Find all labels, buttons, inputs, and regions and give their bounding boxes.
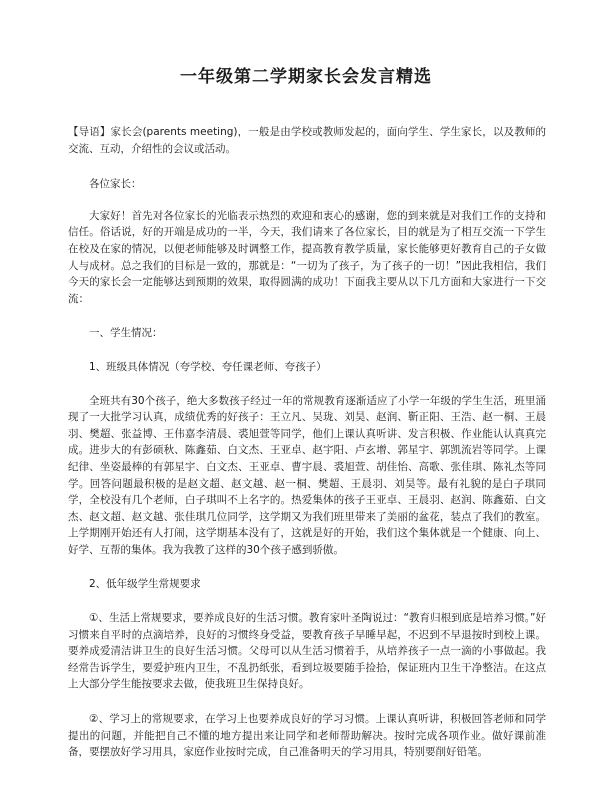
class-situation-paragraph: 全班共有30个孩子，绝大多数孩子经过一年的常规教育逐渐适应了小学一年级的学生生活，班里涌现了一大批学习认真，成绩优秀的好孩子：王立凡、吴珑、刘昊、赵润、靳正阳、王浩、赵一桐、王晨羽、樊超、张益博、王伟嘉李清晨、裘旭萱等同学，他们上课认真听讲、发言积极、作业能认认真真完成。进步大的有彭硕秋、陈鑫茹、白文杰、王亚卓、赵宇阳、卢玄增、郭星宇、郭凯流岩等同学。上课纪律、坐姿最棒的有郭星宇、白文杰、王亚卓、曹宇晨、裘旭萱、胡佳怡、高歌、张佳琪、陈礼杰等同学。回答问题最积极的是赵文超、赵文越、赵一桐、樊超、王晨羽、刘昊等。最有礼貌的是白子琪同学，全校没有几个老师，白子琪叫不上名字的。热爱集体的孩子王亚卓、王晨羽、赵润、陈鑫茹、白文杰、赵文超、赵文越、张佳琪几位同学，这学期又为我们班里带来了美丽的盆花，装点了我们的教室。上学期刚开始还有人打闹，这学期基本没有了，这就是好的开始，我们这个集体就是一个健康、向上、好学、互帮的集体。我为我教了这样的30个孩子感到骄傲。 bbox=[68, 394, 546, 556]
rule-study-paragraph: ②、学习上的常规要求，在学习上也要养成良好的学习习惯。上课认真听讲，积极回答老师和同学提出的问题，并能把自己不懂的地方提出来让同学和老师帮助解决。按时完成各项作业。做好课前准备，要摆放好学习用具，家庭作业按时完成，自己准备明天的学习用具，特别要削好铅笔。 bbox=[68, 713, 546, 759]
intro-paragraph: 【导语】家长会(parents meeting)，一般是由学校或教师发起的，面向学生、学生家长，以及教师的交流、互动，介绍性的会议或活动。 bbox=[68, 126, 546, 155]
subsection-heading-class: 1、班级具体情况（夸学校、夸任课老师、夸孩子） bbox=[89, 360, 327, 373]
document-body bbox=[68, 124, 546, 779]
section-heading-students: 一、学生情况： bbox=[89, 327, 163, 340]
document-title: 一年级第二学期家长会发言精选 bbox=[180, 67, 432, 87]
greeting-line: 各位家长： bbox=[89, 178, 142, 191]
opening-paragraph: 大家好！首先对各位家长的光临表示热烈的欢迎和衷心的感谢，您的到来就是对我们工作的支持和信任。俗话说，好的开端是成功的一半，今天，我们请来了各位家长，目的就是为了相互交流一下学生在校及在家的情况，以便老师能够及时调整工作，提高教育教学质量，家长能够更好教育自己的子女做人与成材。总之我们的目标是一致的，那就是：“一切为了孩子，为了孩子的一切！”因此我相信，我们今天的家长会一定能够达到预期的效果，取得圆满的成功！下面我主要从以下几方面和大家进行一下交流： bbox=[68, 209, 546, 305]
rule-living-paragraph: ①、生活上常规要求，要养成良好的生活习惯。教育家叶圣陶说过：“教育归根到底是培养习惯。”好习惯来自平时的点滴培养，良好的习惯终身受益，要教育孩子早睡早起，不迟到不早退按时到校上课。要养成爱清洁讲卫生的良好生活习惯。父母可以从生活习惯着手，从培养孩子一点一滴的小事做起。我经常告诉学生，要爱护班内卫生，不乱扔纸张，看到垃圾要随手捡拾，保证班内卫生干净整洁。在这点上大部分学生能按要求去做，使我班卫生保持良好。 bbox=[68, 612, 546, 691]
section-heading-rules: 2、低年级学生常规要求 bbox=[89, 578, 201, 591]
